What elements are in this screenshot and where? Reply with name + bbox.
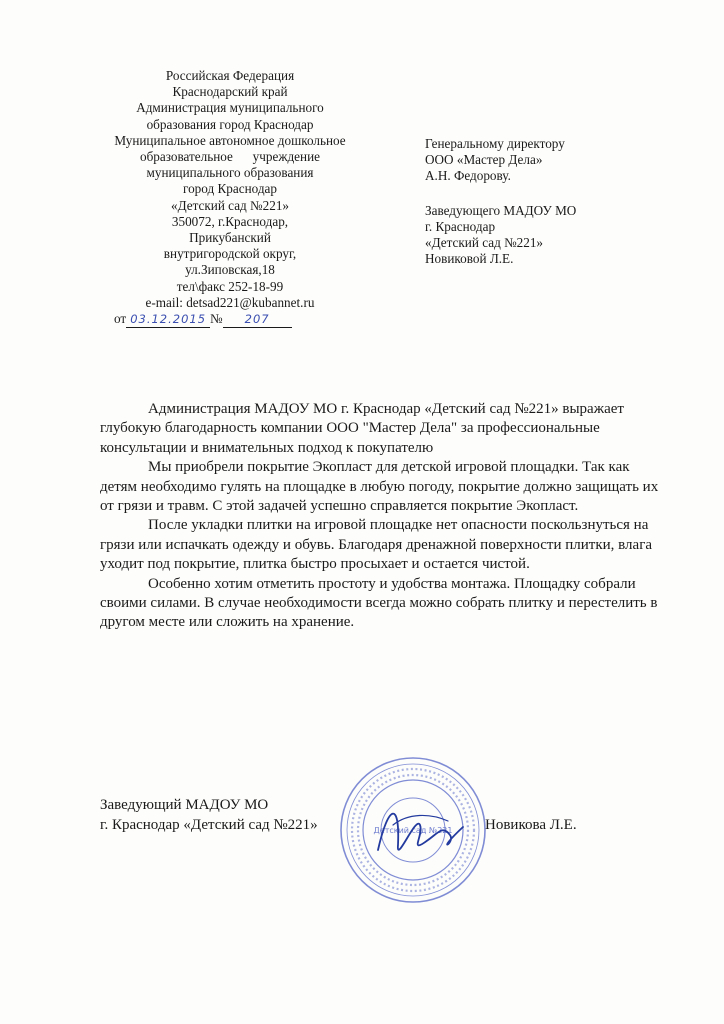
sender-line: тел\факс 252-18-99 xyxy=(176,278,284,294)
signatory-title: Заведующий МАДОУ МО xyxy=(100,797,269,813)
from-line: Заведующего МАДОУ МО xyxy=(425,202,577,218)
sender-line: Российская Федерация xyxy=(165,68,295,83)
sender-block xyxy=(80,68,380,328)
sender-line: Администрация муниципального xyxy=(136,100,324,116)
sender-email: e-mail: detsad221@kubannet.ru xyxy=(145,294,315,310)
signatory-name: Новикова Л.Е. xyxy=(485,817,577,833)
ref-from-label: от xyxy=(114,311,127,327)
recipient-block xyxy=(425,136,685,267)
sender-line: ул.Зиповская,18 xyxy=(185,262,275,278)
sender-line: образования город Краснодар xyxy=(146,116,314,132)
sender-line: Прикубанский xyxy=(189,230,271,246)
sender-line: Муниципальное автономное дошкольное xyxy=(114,132,346,148)
recipient-line: ООО «Мастер Дела» xyxy=(425,152,543,168)
signatory-org: г. Краснодар «Детский сад №221» xyxy=(100,817,318,833)
letter-body xyxy=(100,400,660,633)
recipient-line: Генеральному директору xyxy=(425,136,565,151)
sender-line: город Краснодар xyxy=(182,181,277,197)
sender-line: «Детский сад №221» xyxy=(170,197,290,213)
from-line: «Детский сад №221» xyxy=(425,235,544,251)
reference-line xyxy=(80,311,380,328)
stamp-inner-text: Детский сад №221 xyxy=(373,826,453,835)
body-paragraph: Администрация МАДОУ МО г. Краснодар «Детский сад №221» выражает глубокую благодарность компании ООО "Мастер Дела" за профессиональные консультации и внимательных подход к покупателю xyxy=(100,401,624,456)
body-paragraph: Особенно хотим отметить простоту и удобства монтажа. Площадку собрали своими силами. В случае необходимости всегда можно собрать плитку и перестелить в другом месте или сложить на хранение. xyxy=(100,575,658,631)
ref-number: 207 xyxy=(223,311,292,328)
sender-line: 350072, г.Краснодар, xyxy=(171,213,289,229)
ref-number-label: № xyxy=(210,311,223,327)
sender-line: Краснодарский край xyxy=(172,84,288,100)
body-paragraph: Мы приобрели покрытие Экопласт для детской игровой площадки. Так как детям необходимо гулять на площадке в любую погоду, покрытие должно защищать их от грязи и травм. С этой задачей успешно справляется покрытие Экопласт. xyxy=(100,459,659,515)
sender-line: муниципального образования xyxy=(146,165,314,181)
sender-line: образовательное учреждение xyxy=(139,149,320,165)
body-paragraph: После укладки плитки на игровой площадке нет опасности поскользнуться на грязи или испачкать одежду и обувь. Благодаря дренажной поверхности плитки, влага уходит под покрытие, плитка быстро просыхает и остается чистой. xyxy=(100,517,653,573)
ref-date: 03.12.2015 xyxy=(126,311,210,328)
from-line: Новиковой Л.Е. xyxy=(425,251,514,267)
recipient-line: А.Н. Федорову. xyxy=(425,168,511,184)
from-line: г. Краснодар xyxy=(425,218,496,234)
sender-line: внутригородской округ, xyxy=(163,246,297,262)
signature-block xyxy=(100,795,660,835)
